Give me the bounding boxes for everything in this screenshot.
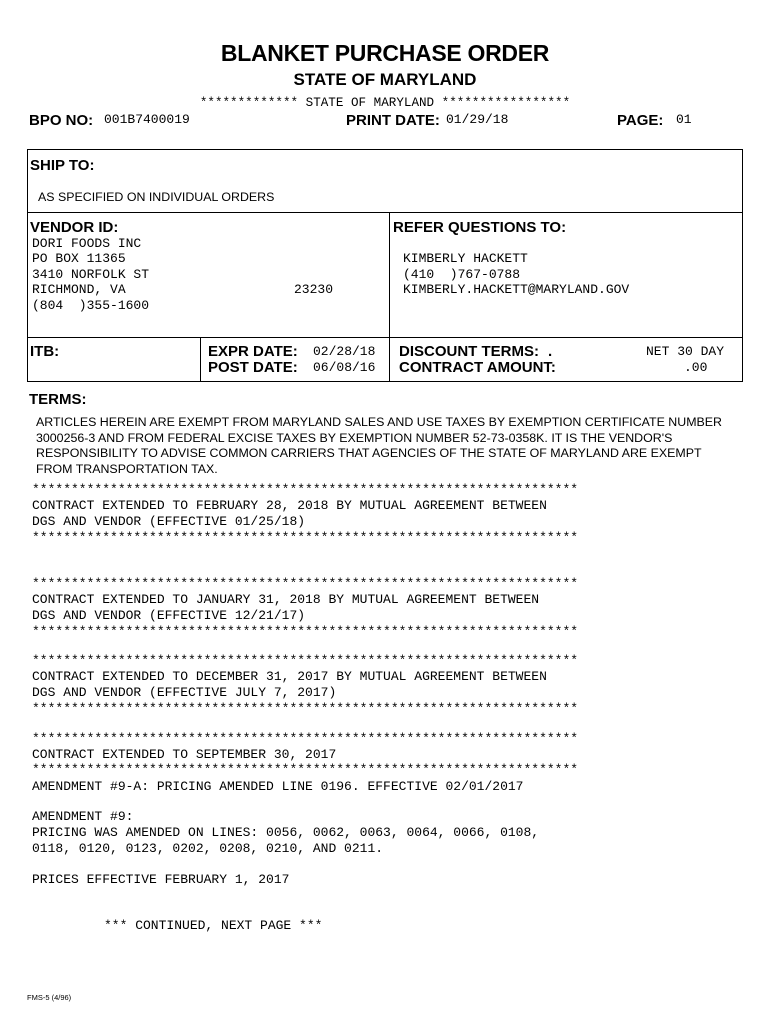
page-label: PAGE: xyxy=(617,112,664,129)
state-banner: ************* STATE OF MARYLAND ***************** xyxy=(199,96,571,110)
post-date-value: 06/08/16 xyxy=(313,360,376,375)
terms-paragraph: ARTICLES HEREIN ARE EXEMPT FROM MARYLAND SALES AND USE TAXES BY EXEMPTION CERTIFICATE NUMBER 3000256-3 AND FROM FEDERAL EXCISE TAXES BY EXEMPTION NUMBER 52-73-0358K. IT IS THE VENDOR'S RESPONSIBILITY TO ADVISE COMMON CARRIERS THAT AGENCIES OF THE STATE OF MARYLAND ARE EXEMPT FROM TRANSPORTATION TAX. xyxy=(36,415,723,476)
itb-dates-box xyxy=(27,337,743,382)
vendor-phone: (804 )355-1600 xyxy=(32,298,150,313)
extension-line: CONTRACT EXTENDED TO JANUARY 31, 2018 BY MUTUAL AGREEMENT BETWEEN xyxy=(32,592,540,607)
separator-stars: ********************************************************************** xyxy=(32,701,579,716)
separator-stars: ********************************************************************** xyxy=(32,731,579,746)
vendor-line: 3410 NORFOLK ST xyxy=(32,267,150,282)
document-subtitle: STATE OF MARYLAND xyxy=(293,70,477,89)
expr-date-label: EXPR DATE: xyxy=(208,343,298,360)
itb-label: ITB: xyxy=(30,343,60,360)
amendment-9-title: AMENDMENT #9: xyxy=(32,809,134,824)
bpo-number-label: BPO NO: xyxy=(29,112,94,129)
refer-contact-name: KIMBERLY HACKETT xyxy=(403,251,528,266)
vendor-line: RICHMOND, VA xyxy=(32,282,126,297)
vendor-id-label: VENDOR ID: xyxy=(30,219,119,236)
extension-line: CONTRACT EXTENDED TO SEPTEMBER 30, 2017 xyxy=(32,747,337,762)
separator-stars: ********************************************************************** xyxy=(32,762,579,777)
extension-line: CONTRACT EXTENDED TO FEBRUARY 28, 2018 BY MUTUAL AGREEMENT BETWEEN xyxy=(32,498,547,513)
vendor-line: PO BOX 11365 xyxy=(32,251,126,266)
refer-contact-email: KIMBERLY.HACKETT@MARYLAND.GOV xyxy=(403,282,630,297)
contract-amount-value: .00 xyxy=(684,360,708,375)
dates-divider xyxy=(389,337,390,382)
extension-line: DGS AND VENDOR (EFFECTIVE 01/25/18) xyxy=(32,514,306,529)
discount-terms-value: NET 30 DAY xyxy=(646,344,725,359)
amendment-9-line: PRICING WAS AMENDED ON LINES: 0056, 0062, 0063, 0064, 0066, 0108, xyxy=(32,825,540,840)
refer-contact-phone: (410 )767-0788 xyxy=(403,267,521,282)
refer-questions-label: REFER QUESTIONS TO: xyxy=(393,219,567,236)
vendor-line: DORI FOODS INC xyxy=(32,236,142,251)
separator-stars: ********************************************************************** xyxy=(32,530,579,545)
extension-line: CONTRACT EXTENDED TO DECEMBER 31, 2017 BY MUTUAL AGREEMENT BETWEEN xyxy=(32,669,547,684)
separator-stars: ********************************************************************** xyxy=(32,653,579,668)
terms-label: TERMS: xyxy=(29,391,87,408)
form-id: FMS-5 (4/96) xyxy=(27,993,72,1002)
extension-line: DGS AND VENDOR (EFFECTIVE 12/21/17) xyxy=(32,608,306,623)
ship-to-label: SHIP TO: xyxy=(30,157,95,174)
separator-stars: ********************************************************************** xyxy=(32,482,579,497)
prices-effective: PRICES EFFECTIVE FEBRUARY 1, 2017 xyxy=(32,872,290,887)
contract-amount-label: CONTRACT AMOUNT: xyxy=(399,359,556,376)
document-title: BLANKET PURCHASE ORDER xyxy=(220,40,550,66)
expr-date-value: 02/28/18 xyxy=(313,344,376,359)
print-date-value: 01/29/18 xyxy=(446,112,509,127)
amendment-9-line: 0118, 0120, 0123, 0202, 0208, 0210, AND 0211. xyxy=(32,841,384,856)
separator-stars: ********************************************************************** xyxy=(32,624,579,639)
ship-to-value: AS SPECIFIED ON INDIVIDUAL ORDERS xyxy=(38,190,275,204)
separator-stars: ********************************************************************** xyxy=(32,576,579,591)
itb-divider xyxy=(200,337,201,382)
continued-next-page: *** CONTINUED, NEXT PAGE *** xyxy=(104,918,323,933)
vendor-zip: 23230 xyxy=(294,282,334,297)
vendor-refer-divider xyxy=(389,212,390,338)
print-date-label: PRINT DATE: xyxy=(346,112,440,129)
discount-terms-dot: . xyxy=(548,343,553,360)
page-value: 01 xyxy=(676,112,692,127)
discount-terms-label: DISCOUNT TERMS: xyxy=(399,343,539,360)
post-date-label: POST DATE: xyxy=(208,359,298,376)
bpo-number-value: 001B7400019 xyxy=(104,112,190,127)
amendment-9a: AMENDMENT #9-A: PRICING AMENDED LINE 0196. EFFECTIVE 02/01/2017 xyxy=(32,779,524,794)
extension-line: DGS AND VENDOR (EFFECTIVE JULY 7, 2017) xyxy=(32,685,337,700)
